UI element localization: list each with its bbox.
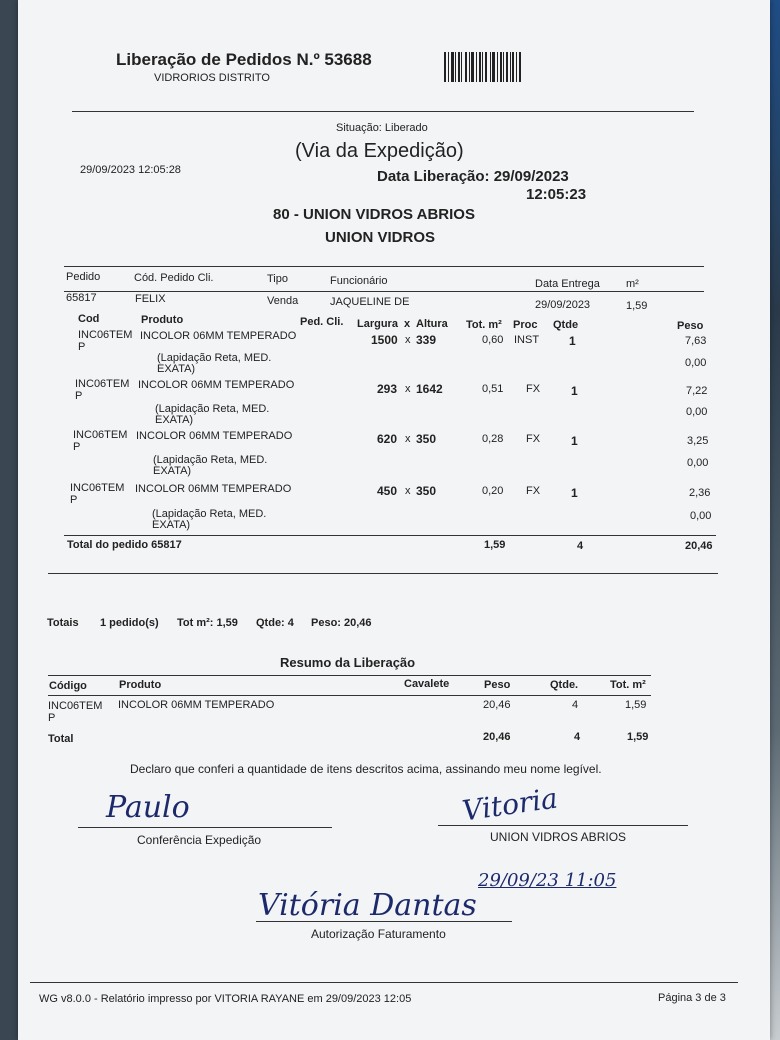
release-date: Data Liberação: 29/09/2023 bbox=[377, 168, 569, 185]
summary-total-tot-m2: 1,59 bbox=[627, 731, 649, 743]
document-page bbox=[18, 0, 770, 1040]
client-line-1: 80 - UNION VIDROS ABRIOS bbox=[273, 206, 475, 223]
summary-total-peso: 20,46 bbox=[483, 731, 511, 743]
order-total-peso: 20,46 bbox=[685, 540, 713, 552]
print-datetime: 29/09/2023 12:05:28 bbox=[80, 164, 181, 176]
totals-peso: Peso: 20,46 bbox=[311, 617, 372, 629]
document-title: Liberação de Pedidos N.º 53688 bbox=[116, 50, 372, 69]
item-3-tot-m2: 0,28 bbox=[482, 433, 504, 445]
summary-row-tot-m2: 1,59 bbox=[625, 699, 647, 711]
footer-line bbox=[30, 982, 738, 983]
items-col-produto: Produto bbox=[141, 314, 184, 326]
totals-label: Totais bbox=[47, 617, 79, 629]
item-4-altura: 350 bbox=[416, 484, 437, 498]
item-1-produto: INCOLOR 06MM TEMPERADO bbox=[140, 330, 297, 342]
order-val-funcionario: JAQUELINE DE bbox=[330, 296, 410, 308]
summary-col-qtde: Qtde. bbox=[550, 679, 579, 691]
item-4-proc: FX bbox=[526, 485, 541, 497]
items-col-peso: Peso bbox=[677, 320, 704, 332]
items-col-ped-cli: Ped. Cli. bbox=[300, 316, 344, 328]
item-2-tot-m2: 0,51 bbox=[482, 383, 504, 395]
item-1-x: x bbox=[405, 334, 411, 346]
release-time: 12:05:23 bbox=[526, 186, 587, 203]
order-total-label: Total do pedido 65817 bbox=[67, 539, 182, 551]
item-3-altura: 350 bbox=[416, 432, 437, 446]
signature-label-conferencia: Conferência Expedição bbox=[137, 833, 262, 847]
summary-total-label: Total bbox=[48, 733, 74, 745]
item-1-altura: 339 bbox=[416, 333, 437, 347]
item-3-peso: 3,25 bbox=[687, 435, 709, 447]
item-1-obs-peso: 0,00 bbox=[685, 357, 707, 369]
summary-row-qtde: 4 bbox=[572, 699, 579, 711]
item-4-obs-peso: 0,00 bbox=[690, 510, 712, 522]
signature-line-left bbox=[78, 827, 332, 828]
order-val-tipo: Venda bbox=[267, 295, 299, 307]
order-table-top-line bbox=[64, 266, 704, 267]
item-4-qtde: 1 bbox=[571, 486, 578, 500]
barcode bbox=[444, 52, 521, 82]
handwritten-datetime: 29/09/23 11:05 bbox=[478, 870, 617, 891]
signature-label-union: UNION VIDROS ABRIOS bbox=[490, 830, 627, 844]
summary-col-tot-m2: Tot. m² bbox=[610, 679, 646, 691]
item-4-x: x bbox=[405, 485, 411, 497]
copy-label: (Via da Expedição) bbox=[295, 140, 464, 162]
item-1-largura: 1500 bbox=[371, 333, 398, 347]
summary-title: Resumo da Liberação bbox=[280, 655, 416, 670]
client-line-2: UNION VIDROS bbox=[325, 229, 436, 246]
totals-m2: Tot m²: 1,59 bbox=[177, 617, 238, 629]
items-col-tot-m2: Tot. m² bbox=[466, 319, 502, 331]
item-2-obs: (Lapidação Reta, MED. bbox=[155, 403, 270, 415]
summary-total-qtde: 4 bbox=[574, 731, 581, 743]
order-total-qtde: 4 bbox=[577, 540, 584, 552]
signature-label-faturamento: Autorização Faturamento bbox=[311, 927, 446, 941]
item-3-obs: (Lapidação Reta, MED. bbox=[153, 454, 268, 466]
item-4-tot-m2: 0,20 bbox=[482, 485, 504, 497]
item-4-cod: INC06TEM bbox=[70, 482, 125, 494]
summary-col-cavalete: Cavalete bbox=[404, 678, 450, 690]
signature-line-bottom bbox=[256, 921, 512, 922]
order-val-pedido: 65817 bbox=[66, 292, 97, 304]
footer-printed-by: WG v8.0.0 - Relatório impresso por VITORIA RAYANE em 29/09/2023 12:05 bbox=[39, 993, 412, 1005]
summary-top-line bbox=[48, 675, 651, 676]
items-col-cod: Cod bbox=[78, 313, 100, 325]
item-3-cod-cont: P bbox=[73, 441, 81, 453]
order-header-line bbox=[64, 291, 704, 292]
item-4-obs-cont: EXATA) bbox=[152, 519, 191, 531]
item-4-peso: 2,36 bbox=[689, 487, 711, 499]
item-1-obs: (Lapidação Reta, MED. bbox=[157, 352, 272, 364]
item-3-cod: INC06TEM bbox=[73, 429, 128, 441]
order-col-data-entrega: Data Entrega bbox=[535, 278, 600, 290]
order-col-cod-cli: Cód. Pedido Cli. bbox=[134, 272, 214, 284]
summary-col-codigo: Código bbox=[49, 680, 87, 692]
order-col-m2: m² bbox=[626, 278, 639, 290]
item-2-cod: INC06TEM bbox=[75, 378, 130, 390]
item-1-tot-m2: 0,60 bbox=[482, 334, 504, 346]
item-3-largura: 620 bbox=[377, 432, 398, 446]
item-3-proc: FX bbox=[526, 433, 541, 445]
item-1-cod: INC06TEM bbox=[78, 329, 133, 341]
item-3-obs-cont: EXATA) bbox=[153, 465, 192, 477]
summary-header-line bbox=[48, 695, 651, 696]
item-4-obs: (Lapidação Reta, MED. bbox=[152, 508, 267, 520]
signature-union: Vitoria bbox=[460, 781, 560, 828]
item-3-produto: INCOLOR 06MM TEMPERADO bbox=[136, 430, 293, 442]
totals-qtde: Qtde: 4 bbox=[256, 617, 294, 629]
items-col-x: x bbox=[404, 318, 411, 330]
summary-row-produto: INCOLOR 06MM TEMPERADO bbox=[118, 699, 275, 711]
order-total-line bbox=[64, 535, 716, 536]
summary-row-cod: INC06TEM bbox=[48, 700, 103, 712]
order-val-cod-cli: FELIX bbox=[135, 293, 166, 305]
summary-row-cod-cont: P bbox=[48, 712, 56, 724]
item-1-cod-cont: P bbox=[78, 341, 86, 353]
item-2-cod-cont: P bbox=[75, 390, 83, 402]
signature-faturamento: Vitória Dantas bbox=[258, 888, 477, 923]
item-3-qtde: 1 bbox=[571, 434, 578, 448]
order-col-tipo: Tipo bbox=[267, 273, 288, 285]
item-1-qtde: 1 bbox=[569, 334, 576, 348]
item-2-qtde: 1 bbox=[571, 384, 578, 398]
item-3-x: x bbox=[405, 433, 411, 445]
summary-col-peso: Peso bbox=[484, 679, 511, 691]
summary-row-peso: 20,46 bbox=[483, 699, 511, 711]
item-4-largura: 450 bbox=[377, 484, 398, 498]
items-col-proc: Proc bbox=[513, 319, 538, 331]
order-val-m2: 1,59 bbox=[626, 300, 648, 312]
order-col-funcionario: Funcionário bbox=[330, 275, 388, 287]
items-col-largura: Largura bbox=[357, 318, 398, 330]
company-name: VIDRORIOS DISTRITO bbox=[154, 72, 270, 84]
header-divider bbox=[72, 111, 694, 112]
declaration-text: Declaro que conferi a quantidade de itens descritos acima, assinando meu nome legível. bbox=[130, 762, 602, 776]
item-4-cod-cont: P bbox=[70, 494, 78, 506]
situation-text: Situação: Liberado bbox=[336, 122, 428, 134]
item-2-x: x bbox=[405, 383, 411, 395]
item-2-peso: 7,22 bbox=[686, 385, 708, 397]
items-col-qtde: Qtde bbox=[553, 319, 579, 331]
item-1-proc: INST bbox=[514, 334, 540, 346]
item-2-obs-cont: EXATA) bbox=[155, 414, 194, 426]
totals-pedidos: 1 pedido(s) bbox=[100, 617, 159, 629]
items-col-altura: Altura bbox=[416, 318, 448, 330]
item-1-peso: 7,63 bbox=[685, 335, 707, 347]
item-2-obs-peso: 0,00 bbox=[686, 406, 708, 418]
item-1-obs-cont: EXATA) bbox=[157, 363, 196, 375]
item-2-largura: 293 bbox=[377, 382, 398, 396]
item-4-produto: INCOLOR 06MM TEMPERADO bbox=[135, 483, 292, 495]
signature-line-right bbox=[438, 825, 688, 826]
signature-conferencia: Paulo bbox=[106, 790, 190, 825]
section-divider bbox=[48, 573, 718, 574]
item-2-altura: 1642 bbox=[416, 382, 443, 396]
order-val-data-entrega: 29/09/2023 bbox=[535, 299, 591, 311]
summary-col-produto: Produto bbox=[119, 679, 162, 691]
item-2-proc: FX bbox=[526, 383, 541, 395]
item-3-obs-peso: 0,00 bbox=[687, 457, 709, 469]
order-col-pedido: Pedido bbox=[66, 271, 101, 283]
order-total-m2: 1,59 bbox=[484, 539, 506, 551]
footer-page-number: Página 3 de 3 bbox=[658, 992, 726, 1004]
item-2-produto: INCOLOR 06MM TEMPERADO bbox=[138, 379, 295, 391]
